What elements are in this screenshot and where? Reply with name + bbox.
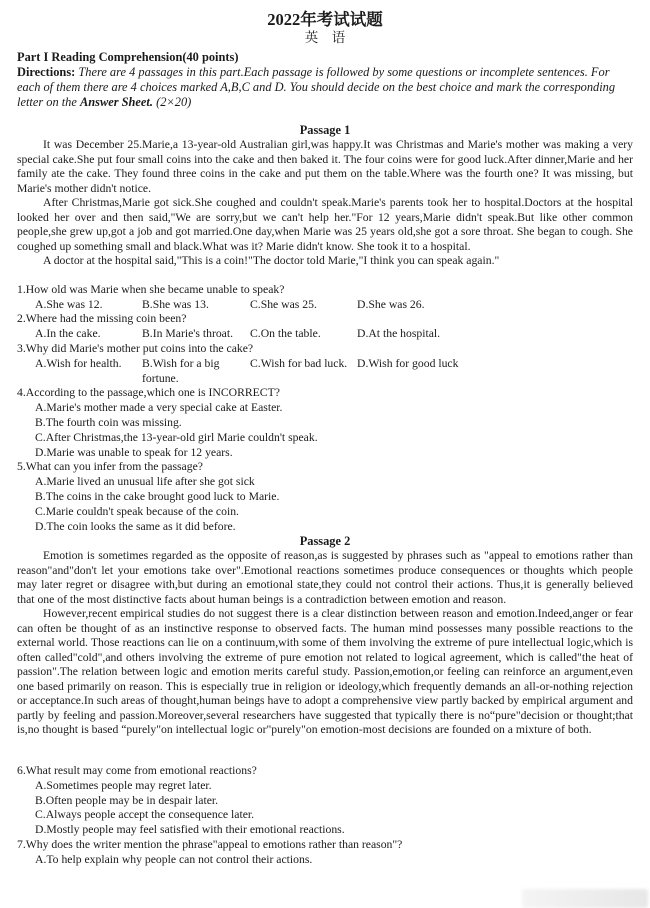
- option: C.After Christmas,the 13-year-old girl Marie couldn't speak.: [35, 430, 318, 444]
- question-stem: 1.How old was Marie when she became unable to speak?: [17, 282, 285, 296]
- exam-title: 2022年考试试题: [267, 10, 383, 29]
- question-stem: 7.Why does the writer mention the phrase"appeal to emotions rather than reason"?: [17, 837, 403, 851]
- option: A.Marie lived an unusual life after she got sick: [35, 475, 255, 489]
- question-stem: 3.Why did Marie's mother put coins into the cake?: [17, 342, 254, 356]
- option: A.She was 12.: [35, 297, 103, 311]
- option: B.The fourth coin was missing.: [35, 416, 182, 430]
- document-body: [17, 10, 633, 868]
- option: A.Marie's mother made a very special cake at Easter.: [35, 401, 283, 415]
- answer-sheet-emphasis: Answer Sheet.: [79, 94, 153, 109]
- option: A.Wish for health.: [35, 356, 122, 370]
- option: C.She was 25.: [250, 297, 317, 311]
- passage-heading: Passage 1: [299, 123, 351, 138]
- option: D.Wish for good luck: [357, 356, 459, 370]
- question-stem: 2.Where had the missing coin been?: [17, 312, 187, 326]
- option: C.Wish for bad luck.: [250, 356, 348, 370]
- options-row: [17, 327, 633, 342]
- question-stem: 5.What can you infer from the passage?: [17, 460, 203, 474]
- directions: [17, 65, 633, 109]
- directions-text: There are 4 passages in this part.Each passage is followed by some questions or incomplete sentences. For each of them there are 4 choices marked A,B,C and D. You should decide on the best choice and mark the corresponding letter on the: [17, 65, 616, 109]
- spacer: [17, 738, 633, 764]
- options-stack: [17, 401, 633, 460]
- option: A.Sometimes people may regret later.: [35, 778, 212, 792]
- passage-paragraph: However,recent empirical studies do not suggest there is a clear distinction between reason and emotion.Indeed,anger or fear can often be thought of as an instinctive response to observed facts. The human mind possesses many possible reactions to the external world. Those reactions can lie on a continuum,with some of them involving the extreme of pure intellectual logic,which is often called"cold",and others involving the extreme of pure emotion not related to logical agreement, which is called"the heat of passion".The relation between logic and emotion merits careful study. Passion,emotion,or feeling can reinforce an argument,even one based primarily on reason. This is especially true in religion or ideology,which frequently demands an all-or-nothing rejection or acceptance.In such areas of thought,human beings have to adopt a comprehensive view partly backed by empirical argument and partly by feeling and passion.Moreover,several researchers have suggested that typically there is no“pure"decision or thought;that is,no thought is based “purely"on intellectual logic or"purely"on emotion-most decisions are founded on a mixture of both.: [17, 607, 633, 737]
- options-row: [17, 357, 633, 387]
- passage-paragraph: Emotion is sometimes regarded as the opposite of reason,as is suggested by phrases such as "appeal to emotions rather than reason"and"don't let your emotions take over".Emotional reactions sometimes produce consequences or thoughts which people may later regret or disagree with,but during an emotional state,they could not control their actions. Thus,it is generally believed that one of the most distinctive facts about human beings is a contradiction between emotion and reason.: [17, 549, 633, 606]
- options-stack: [17, 853, 633, 868]
- option: B.In Marie's throat.: [142, 327, 234, 341]
- option: B.Often people may be in despair later.: [35, 793, 219, 807]
- passage-paragraph: A doctor at the hospital said,"This is a coin!"The doctor told Marie,"I think you can speak again.": [43, 254, 500, 268]
- directions-label: Directions:: [17, 65, 76, 79]
- option: C.On the table.: [250, 327, 321, 341]
- option: B.She was 13.: [142, 297, 209, 311]
- option: B.Wish for a big fortune.: [142, 356, 220, 385]
- options-stack: [17, 475, 633, 534]
- spacer: [17, 269, 633, 283]
- question-stem: 6.What result may come from emotional reactions?: [17, 763, 257, 777]
- option: D.She was 26.: [357, 297, 425, 311]
- option: A.In the cake.: [35, 327, 101, 341]
- watermark-smudge: [522, 889, 648, 908]
- exam-subject: 英 语: [304, 30, 346, 45]
- option: D.The coin looks the same as it did before.: [35, 519, 236, 533]
- options-row: [17, 298, 633, 313]
- options-stack: [17, 779, 633, 838]
- passage-paragraph: It was December 25.Marie,a 13-year-old Australian girl,was happy.It was Christmas and Marie's mother was making a very special cake.She put four small coins into the cake and then baked it. The four coins were for good luck.After dinner,Marie and her family ate the cake. They found three coins in the cake and put them on the table.Where was the fourth one? It was missing, but Marie's mother didn't notice.: [17, 138, 633, 195]
- passage-heading: Passage 2: [299, 534, 351, 549]
- option: D.Marie was unable to speak for 12 years.: [35, 445, 233, 459]
- option: C.Marie couldn't speak because of the coin.: [35, 504, 239, 518]
- option: D.Mostly people may feel satisfied with their emotional reactions.: [35, 823, 345, 837]
- question-stem: 4.According to the passage,which one is INCORRECT?: [17, 386, 280, 400]
- passage-paragraph: After Christmas,Marie got sick.She coughed and couldn't speak.Marie's parents took her to hospital.Doctors at the hospital looked her over and then said,"We are sorry,but we can't help her."For 12 years,Marie didn't speak.But like other common people,she grew up,got a job and got married.One day,when Marie was 25 years old,she got a sore throat. She began to cough. She coughed up something small and black.What was it? Marie didn't know. She took it to a hospital.: [17, 196, 633, 253]
- directions-score-note: (2×20): [152, 94, 192, 109]
- part-heading: Part I Reading Comprehension(40 points): [17, 50, 239, 64]
- option: C.Always people accept the consequence later.: [35, 808, 255, 822]
- option: A.To help explain why people can not control their actions.: [35, 852, 313, 866]
- spacer: [17, 109, 633, 123]
- option: D.At the hospital.: [357, 327, 441, 341]
- option: B.The coins in the cake brought good luck to Marie.: [35, 490, 280, 504]
